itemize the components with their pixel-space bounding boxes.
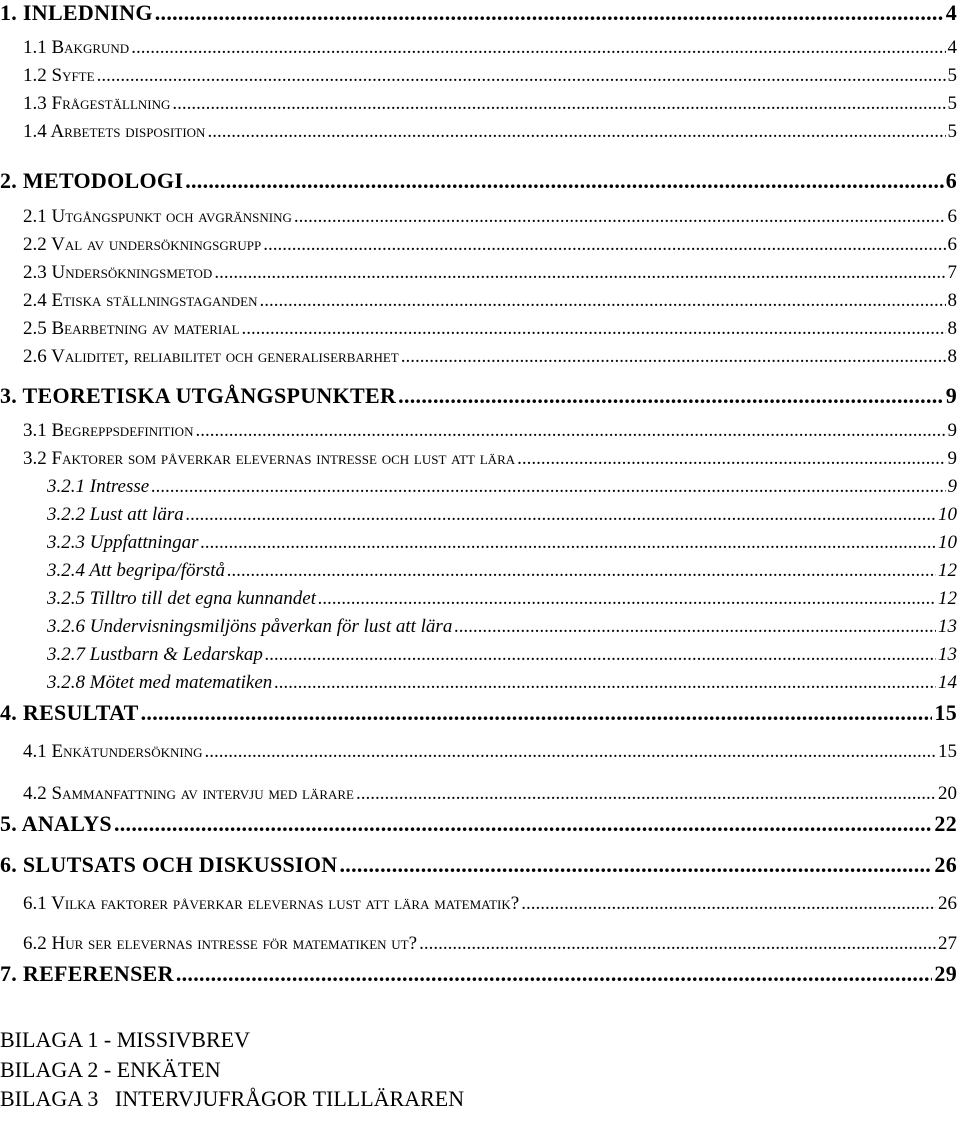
toc-entry[interactable] — [23, 262, 957, 284]
toc-entry-title: 3.2.8 Mötet med matematiken — [47, 672, 273, 693]
toc-page-number: 10 — [938, 532, 957, 553]
toc-entry-title: 4. RESULTAT — [0, 700, 139, 725]
toc-entry-text: Bakgrund — [51, 37, 130, 58]
toc-entry[interactable] — [23, 234, 957, 256]
toc-entry-title: 3. TEORETISKA UTGÅNGSPUNKTER — [0, 383, 397, 408]
dot-leader — [265, 644, 936, 666]
toc-entry-title — [23, 741, 203, 763]
toc-entry[interactable] — [47, 644, 957, 666]
toc-entry-text: Utgångspunkt och avgränsning — [51, 206, 292, 227]
dot-leader — [274, 672, 936, 694]
toc-entry-text: Faktorer som påverkar elevernas intresse och lust att lära — [51, 448, 516, 469]
toc-entry-text: Bearbetning av material — [51, 318, 240, 339]
toc-page-number: 13 — [938, 644, 957, 665]
toc-entry[interactable] — [47, 476, 957, 498]
dot-leader — [227, 560, 936, 582]
toc-entry-title — [23, 234, 261, 256]
toc-page-number: 4 — [947, 37, 957, 58]
toc-page-number: 27 — [938, 933, 957, 954]
toc-entry[interactable] — [23, 121, 957, 143]
toc-page-number: 9 — [947, 448, 957, 469]
toc-entry-title: 1. INLEDNING — [0, 0, 153, 25]
toc-entry-title: 6. SLUTSATS OCH DISKUSSION — [0, 852, 338, 877]
toc-entry-number: 1.4 — [23, 121, 47, 142]
dot-leader — [97, 65, 946, 87]
toc-entry-text: Frågeställning — [51, 93, 171, 114]
toc-page-number: 9 — [945, 383, 957, 408]
toc-entry-text: Undersökningsmetod — [51, 262, 213, 283]
toc-entry-title — [23, 37, 129, 59]
dot-leader — [205, 741, 937, 763]
toc-entry-title: 3.2.2 Lust att lära — [47, 504, 184, 525]
toc-page-number: 26 — [938, 893, 957, 914]
toc-entry-title: 3.2.4 Att begripa/förstå — [47, 560, 226, 581]
toc-entry-text: Val av undersökningsgrupp — [51, 234, 262, 255]
dot-leader — [114, 811, 932, 837]
dot-leader — [263, 234, 945, 256]
dot-leader — [214, 262, 945, 284]
dot-leader — [356, 783, 936, 805]
toc-page-number: 22 — [934, 811, 957, 836]
toc-entry-title — [23, 262, 212, 284]
toc-entry-number: 6.2 — [23, 933, 47, 954]
toc-entry-text: Enkätundersökning — [51, 741, 203, 762]
toc-entry-text: Validitet, reliabilitet och generaliserbarhet — [51, 346, 399, 367]
dot-leader — [340, 852, 933, 878]
toc-entry-number: 4.2 — [23, 783, 47, 804]
toc-entry[interactable] — [0, 961, 957, 987]
toc-entry[interactable] — [23, 318, 957, 340]
toc-entry-text: Etiska ställningstaganden — [51, 290, 258, 311]
toc-entry-title — [23, 420, 193, 442]
toc-entry-text: Begreppsdefinition — [51, 420, 194, 441]
toc-entry-title: 3.2.3 Uppfattningar — [47, 532, 199, 553]
toc-entry[interactable] — [23, 290, 957, 312]
toc-entry-title — [23, 121, 205, 143]
toc-entry-number: 2.3 — [23, 262, 47, 283]
appendix-entry[interactable]: BILAGA 2 - ENKÄTEN — [0, 1057, 221, 1082]
dot-leader — [185, 168, 944, 194]
dot-leader — [242, 318, 946, 340]
toc-entry-number: 2.1 — [23, 206, 47, 227]
toc-page-number: 14 — [938, 672, 957, 693]
toc-entry[interactable] — [0, 0, 957, 26]
dot-leader — [195, 420, 945, 442]
dot-leader — [207, 121, 945, 143]
toc-entry[interactable] — [47, 616, 957, 638]
toc-entry-number: 6.1 — [23, 893, 47, 914]
dot-leader — [318, 588, 936, 610]
toc-page-number: 20 — [938, 783, 957, 804]
toc-entry[interactable] — [23, 346, 957, 368]
toc-page-number: 5 — [947, 121, 957, 142]
toc-entry[interactable] — [47, 672, 957, 694]
dot-leader — [155, 0, 944, 26]
toc-entry-number: 3.1 — [23, 420, 47, 441]
toc-entry[interactable] — [47, 532, 957, 554]
toc-entry-title: 5. ANALYS — [0, 811, 112, 836]
toc-entry[interactable] — [23, 206, 957, 228]
toc-entry[interactable] — [23, 37, 957, 59]
toc-page-number: 8 — [947, 318, 957, 339]
dot-leader — [259, 290, 945, 312]
toc-entry[interactable] — [0, 852, 957, 878]
toc-page-number: 8 — [947, 346, 957, 367]
toc-entry-number: 2.5 — [23, 318, 47, 339]
toc-entry[interactable] — [0, 700, 957, 726]
toc-page-number: 9 — [947, 420, 957, 441]
toc-entry-number: 1.3 — [23, 93, 47, 114]
dot-leader — [151, 476, 945, 498]
toc-entry-text: Hur ser elevernas intresse för matematiken ut? — [51, 933, 418, 954]
toc-entry[interactable] — [47, 560, 957, 582]
toc-entry-title: 3.2.7 Lustbarn & Ledarskap — [47, 644, 263, 665]
toc-page-number: 6 — [947, 234, 957, 255]
toc-page-number: 6 — [947, 206, 957, 227]
toc-page-number: 15 — [934, 700, 957, 725]
toc-entry-title — [23, 318, 240, 340]
toc-page-number: 10 — [938, 504, 957, 525]
toc-entry-title: 3.2.1 Intresse — [47, 476, 150, 497]
toc-entry-title — [23, 93, 170, 115]
toc-page-number: 26 — [934, 852, 957, 877]
toc-page-number: 5 — [947, 93, 957, 114]
dot-leader — [172, 93, 945, 115]
toc-entry[interactable] — [0, 383, 957, 409]
dot-leader — [131, 37, 945, 59]
toc-entry-title — [23, 933, 417, 955]
appendix-entry[interactable]: BILAGA 1 - MISSIVBREV — [0, 1027, 250, 1052]
toc-entry-title — [23, 206, 292, 228]
dot-leader — [200, 532, 936, 554]
dot-leader — [176, 961, 933, 987]
toc-entry[interactable] — [23, 65, 957, 87]
toc-page-number: 13 — [938, 616, 957, 637]
toc-page-number: 12 — [938, 560, 957, 581]
dot-leader — [454, 616, 936, 638]
toc-page-number: 9 — [947, 476, 957, 497]
toc-entry-number: 1.1 — [23, 37, 47, 58]
toc-entry-title — [23, 65, 95, 87]
toc-page-number: 5 — [947, 65, 957, 86]
toc-entry-title — [23, 448, 515, 470]
toc-entry-title — [23, 893, 519, 915]
toc-entry-number: 2.4 — [23, 290, 47, 311]
toc-page-number: 29 — [934, 961, 957, 986]
toc-entry-title: 3.2.6 Undervisningsmiljöns påverkan för lust att lära — [47, 616, 453, 637]
dot-leader — [294, 206, 946, 228]
toc-page-number: 8 — [947, 290, 957, 311]
dot-leader — [419, 933, 936, 955]
toc-entry[interactable] — [47, 504, 957, 526]
toc-entry-title: 2. METODOLOGI — [0, 168, 184, 193]
toc-page-number: 4 — [945, 0, 957, 25]
toc-entry-text: Vilka faktorer påverkar elevernas lust att lära matematik? — [51, 893, 520, 914]
toc-entry[interactable] — [0, 811, 957, 837]
toc-entry[interactable] — [23, 448, 957, 470]
toc-entry[interactable] — [0, 168, 957, 194]
toc-entry-title: 3.2.5 Tilltro till det egna kunnandet — [47, 588, 316, 609]
toc-entry-number: 3.2 — [23, 448, 47, 469]
dot-leader — [401, 346, 946, 368]
dot-leader — [141, 700, 933, 726]
toc-entry-title — [23, 783, 354, 805]
toc-page-number: 15 — [938, 741, 957, 762]
toc-entry[interactable] — [23, 933, 957, 955]
dot-leader — [521, 893, 936, 915]
toc-entry[interactable] — [23, 93, 957, 115]
toc-entry-number: 2.2 — [23, 234, 47, 255]
toc-entry-title — [23, 346, 399, 368]
toc-entry-text: Syfte — [51, 65, 95, 86]
appendix-entry[interactable]: BILAGA 3 INTERVJUFRÅGOR TILLLÄRAREN — [0, 1086, 465, 1111]
toc-entry-number: 1.2 — [23, 65, 47, 86]
toc-entry-title — [23, 290, 257, 312]
toc-page-number: 12 — [938, 588, 957, 609]
toc-entry-number: 2.6 — [23, 346, 47, 367]
toc-entry[interactable] — [23, 783, 957, 805]
toc-page-number: 7 — [947, 262, 957, 283]
toc-page-number: 6 — [945, 168, 957, 193]
dot-leader — [186, 504, 936, 526]
dot-leader — [517, 448, 945, 470]
toc-entry-number: 4.1 — [23, 741, 47, 762]
toc-entry[interactable] — [47, 588, 957, 610]
toc-entry-text: Sammanfattning av intervju med lärare — [51, 783, 354, 804]
dot-leader — [398, 383, 944, 409]
toc-entry[interactable] — [23, 893, 957, 915]
toc-entry-text: Arbetets disposition — [50, 121, 206, 142]
toc-entry[interactable] — [23, 420, 957, 442]
toc-entry[interactable] — [23, 741, 957, 763]
toc-entry-title: 7. REFERENSER — [0, 961, 174, 986]
